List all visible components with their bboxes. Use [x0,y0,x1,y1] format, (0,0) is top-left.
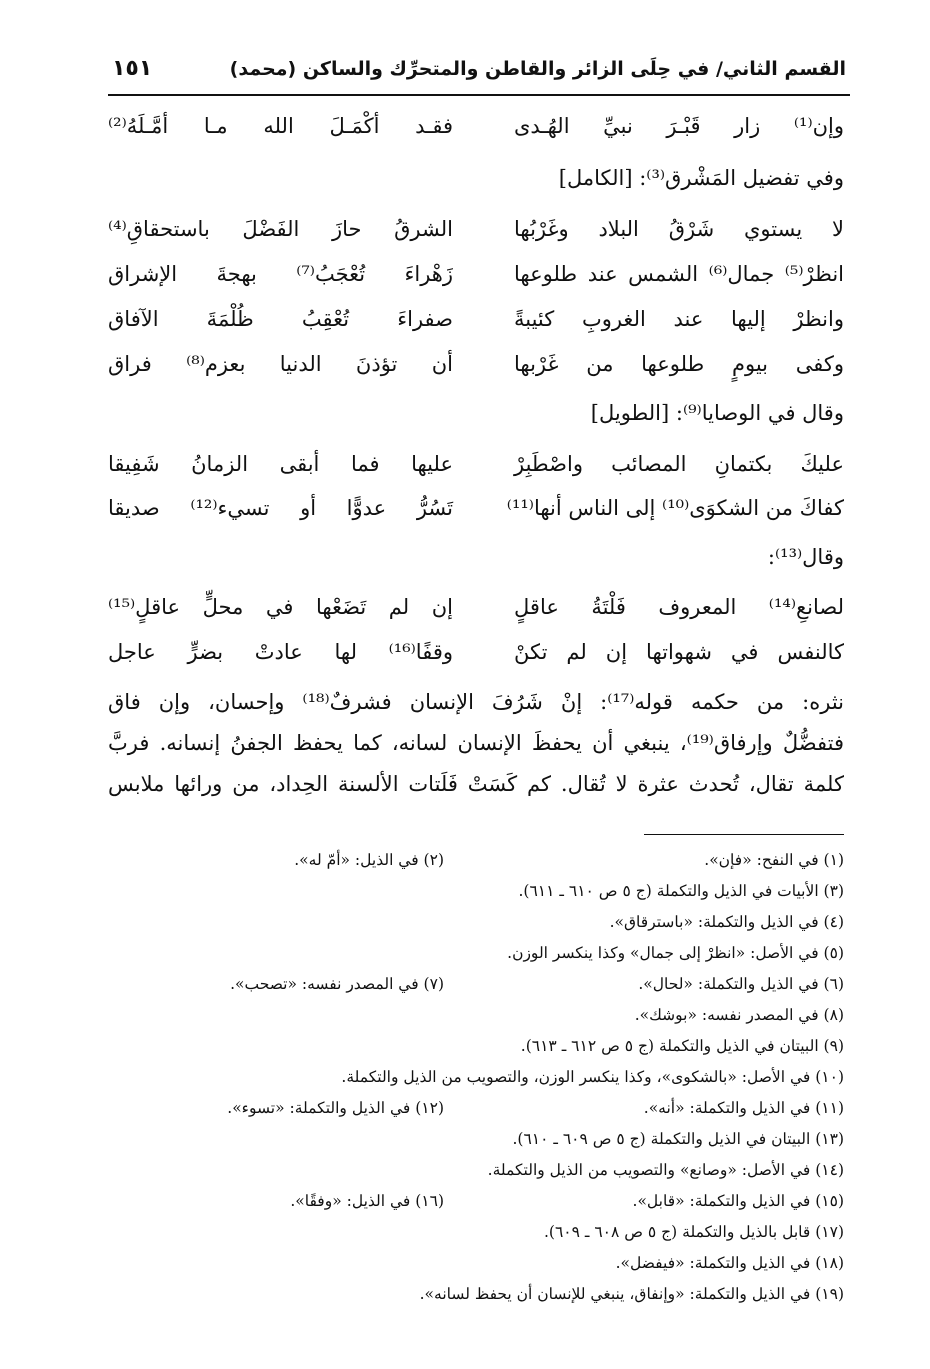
footnote: (١٤) في الأصل: «وصانع» والتصويب من الذيل والتكملة. [487,1161,844,1179]
prose-line: كلمة تقال، تُحدث عثرة لا تُقال. كم كَسَتْ فَلَتات الألسنة الحِداد، من ورائها ملابس [108,772,844,796]
footnote: (١٣) البيتان في الذيل والتكملة (ج ٥ ص ٦٠٩ ـ ٦١٠). [512,1130,844,1148]
prose-line: نثره: من حكمه قوله⁽¹⁷⁾: إنْ شَرُفَ الإنسان فشرفٌ⁽¹⁸⁾ وإحسان، وإن فاق [108,690,845,714]
section-intro: وفي تفضيل المَشْرق⁽³⁾: [الكامل] [558,166,844,190]
footnote: (٤) في الذيل والتكملة: «باسترقاق». [609,913,844,931]
verse-first-hemistich: كفاكَ من الشكوَى⁽¹⁰⁾ إلى الناس أنها⁽¹¹⁾ [506,496,844,520]
footnote: (٢) في الذيل: «أمّ له». [294,851,444,869]
footnote: (١٩) في الذيل والتكملة: «وإنفاق، ينبغي للإنسان أن يحفظ لسانه». [419,1285,844,1303]
footnote: (١٨) في الذيل والتكملة: «فيفضل». [615,1254,844,1272]
footnote: (٩) البيتان في الذيل والتكملة (ج ٥ ص ٦١٢ ـ ٦١٣). [520,1037,844,1055]
footnote: (٦) في الذيل والتكملة: «لحال». [638,975,844,993]
verse-first-hemistich: لا يستوي شَرْقُ البلاد وغَرْبُها [514,217,844,241]
footnote-rule [644,834,844,835]
footnote: (١٦) في الذيل: «وفقًا». [290,1192,444,1210]
verse-second-hemistich: فقـد أكْمَـلَ الله مـا أمَّـلَهُ⁽²⁾ [108,114,453,138]
verse-second-hemistich: عليها فما أبقى الزمانُ شَفِيقا [108,452,453,476]
page-number: ١٥١ [112,56,153,81]
running-header [112,58,846,88]
verse-second-hemistich: تَسُرُّ عدوًّا أو تسيء⁽¹²⁾ صديقا [108,496,453,520]
footnote: (٧) في المصدر نفسه: «تصحب». [230,975,444,993]
verse-first-hemistich: وكفى بيومٍ طلوعها من غَرْبها [514,352,844,376]
footnote: (١٢) في الذيل والتكملة: «تسوء». [227,1099,444,1117]
footnote: (١) في النفح: «فإن». [704,851,844,869]
verse-second-hemistich: الشرقُ حازَ الفَضْلَ باستحقاقِ⁽⁴⁾ [108,217,453,241]
verse-second-hemistich: وقفًا⁽¹⁶⁾ لها عادتْ بضرٍّ عاجل [108,640,453,664]
footnote: (٥) في الأصل: «انظرْ إلى جمال» وكذا ينكسر الوزن. [507,944,844,962]
footnote: (١٠) في الأصل: «بالشكوى»، وكذا ينكسر الوزن، والتصويب من الذيل والتكملة. [341,1068,844,1086]
footnote: (١٥) في الذيل والتكملة: «قابل». [632,1192,844,1210]
verse-first-hemistich: انظرْ⁽⁵⁾ جمال⁽⁶⁾ الشمس عند طلوعها [514,262,844,286]
footnote: (٨) في المصدر نفسه: «بوشك». [634,1006,844,1024]
verse-first-hemistich: وإن⁽¹⁾ زار قَبْـرَ نبيِّ الهُـدى [514,114,844,138]
verse-second-hemistich: صفراءَ تُعْقِبُ ظُلْمَةَ الآفاق [108,307,453,331]
verse-second-hemistich: أن تؤذنَ الدنيا بعزم⁽⁸⁾ فراق [108,352,453,376]
footnote: (١١) في الذيل والتكملة: «أنه». [643,1099,844,1117]
verse-first-hemistich: لصانعِ⁽¹⁴⁾ المعروف فَلْتَةُ عاقلٍ [514,595,844,619]
header-title: القسم الثاني/ في حِلَى الزائر والقاطن والمتحرِّك والساكن (محمد) [229,58,846,80]
verse-first-hemistich: وانظرْ إليها عند الغروبِ كئيبةً [514,307,844,331]
footnote: (١٧) قابل بالذيل والتكملة (ج ٥ ص ٦٠٨ ـ ٦٠٩). [543,1223,844,1241]
header-rule [108,94,850,96]
section-intro: وقال⁽¹³⁾: [767,545,844,569]
prose-line: فتفضُّلٌ وإرفاق⁽¹⁹⁾، ينبغي أن يحفظَ الإنسان لسانه، كما يحفظ الجفنُ إنسانه. فربَّ [108,731,844,755]
verse-first-hemistich: كالنفس في شهواتها إن لم تكنْ [514,640,844,664]
verse-second-hemistich: إن لم تَضَعْها في محلٍّ عاقلٍ⁽¹⁵⁾ [108,595,453,619]
footnote: (٣) الأبيات في الذيل والتكملة (ج ٥ ص ٦١٠ ـ ٦١١). [518,882,844,900]
section-intro: وقال في الوصايا⁽⁹⁾: [الطويل] [590,401,844,425]
verse-second-hemistich: زَهْراءَ تُعْجَبُ⁽⁷⁾ بهجةَ الإشراق [108,262,453,286]
verse-first-hemistich: عليكَ بكتمانِ المصائب واصْطَبِرْ [514,452,844,476]
